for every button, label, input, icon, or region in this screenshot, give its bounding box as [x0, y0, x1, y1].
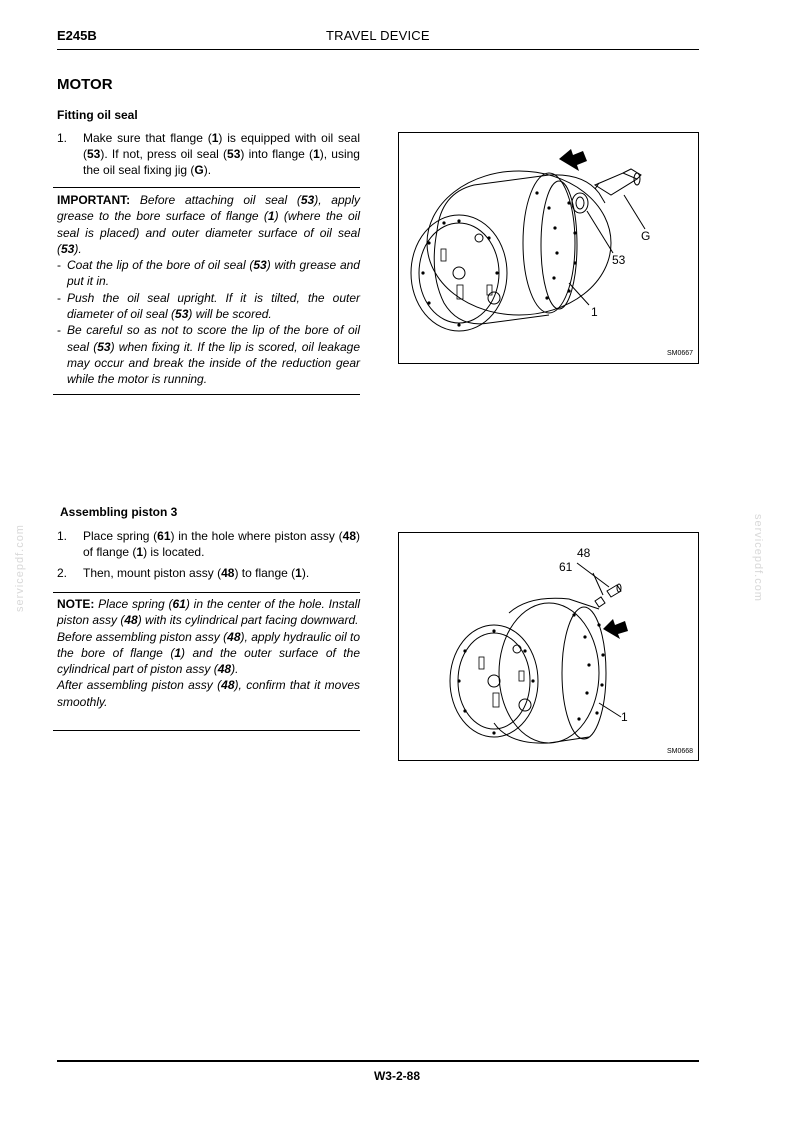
step-text: Make sure that flange (1) is equipped with oil seal (53). If not, press oil seal (53) into flange (1), using the oil seal fixing jig (G).	[83, 131, 360, 177]
step-1-piston	[57, 528, 360, 560]
footer-divider	[57, 1060, 699, 1062]
chapter-title: TRAVEL DEVICE	[326, 28, 430, 43]
step-number: 1.	[57, 131, 68, 145]
note-bottom-rule	[53, 394, 360, 395]
step-1-fitting	[57, 130, 360, 178]
important-label: IMPORTANT:	[57, 193, 131, 207]
note-label: NOTE:	[57, 597, 95, 611]
note-block: NOTE: Place spring (61) in the center of the hole. Install piston assy (48) with its cylindrical part facing downward. Before assembling piston assy (48), apply hydraulic oil to the bore of flange (1) and the outer surface of the cylindrical part of piston assy (48). After assembling piston assy (48), confirm that it moves smoothly.	[57, 597, 361, 709]
note-bullet: - Push the oil seal upright. If it is tilted, the outer diameter of oil seal (53) will be scored.	[57, 290, 360, 323]
section-title: MOTOR	[57, 76, 113, 93]
note-top-rule	[53, 592, 360, 593]
callout-53: 53	[612, 253, 626, 267]
figure-piston	[398, 532, 699, 761]
note-bullet: - Coat the lip of the bore of oil seal (53) with grease and put it in.	[57, 257, 360, 290]
header-divider	[57, 49, 699, 50]
callout-1: 1	[591, 305, 598, 319]
callout-61: 61	[559, 560, 573, 574]
travel-motor-drawing	[399, 533, 698, 760]
step-text: Then, mount piston assy (48) to flange (1).	[83, 566, 310, 580]
figure-code: SM0667	[667, 350, 694, 357]
step-text: Place spring (61) in the hole where piston assy (48) of flange (1) is located.	[83, 529, 360, 559]
watermark-right: servicepdf.com	[752, 514, 764, 602]
figure-oil-seal	[398, 132, 699, 364]
page-number: W3-2-88	[373, 1069, 420, 1083]
note-bottom-rule	[53, 730, 360, 731]
step-2-piston	[57, 565, 360, 581]
step-number: 2.	[57, 566, 68, 580]
callout-g: G	[641, 229, 651, 243]
subtitle-fitting-oil-seal: Fitting oil seal	[57, 108, 138, 122]
important-note: IMPORTANT: Before attaching oil seal (53), apply grease to the bore surface of flange (1) (where the oil seal is placed) and outer diameter surface of oil seal (53). - Coat the lip of the bore of oil seal (53) with grease and put it in. - Push the oil seal upright. If it is tilted, the outer diameter of oil seal (53) will be scored. - Be careful so as not to score the lip of the bore of oil seal (53) when fixing it. If the lip is scored, oil leakage may occur and break the inside of the reduction gear while the motor is running.	[57, 192, 360, 388]
callout-1: 1	[621, 710, 628, 724]
note-bullet: - Be careful so as not to score the lip of the bore of oil seal (53) when fixing it. If the lip is scored, oil leakage may occur and break the inside of the reduction gear while the motor is running.	[57, 322, 360, 387]
subtitle-assembling-piston: Assembling piston 3	[60, 505, 178, 519]
step-number: 1.	[57, 529, 68, 543]
travel-motor-drawing	[399, 133, 698, 363]
note-top-rule	[53, 187, 360, 188]
figure-code: SM0668	[667, 748, 694, 755]
callout-48: 48	[577, 546, 591, 560]
model-code: E245B	[57, 28, 97, 43]
watermark-left: servicepdf.com	[14, 524, 26, 612]
